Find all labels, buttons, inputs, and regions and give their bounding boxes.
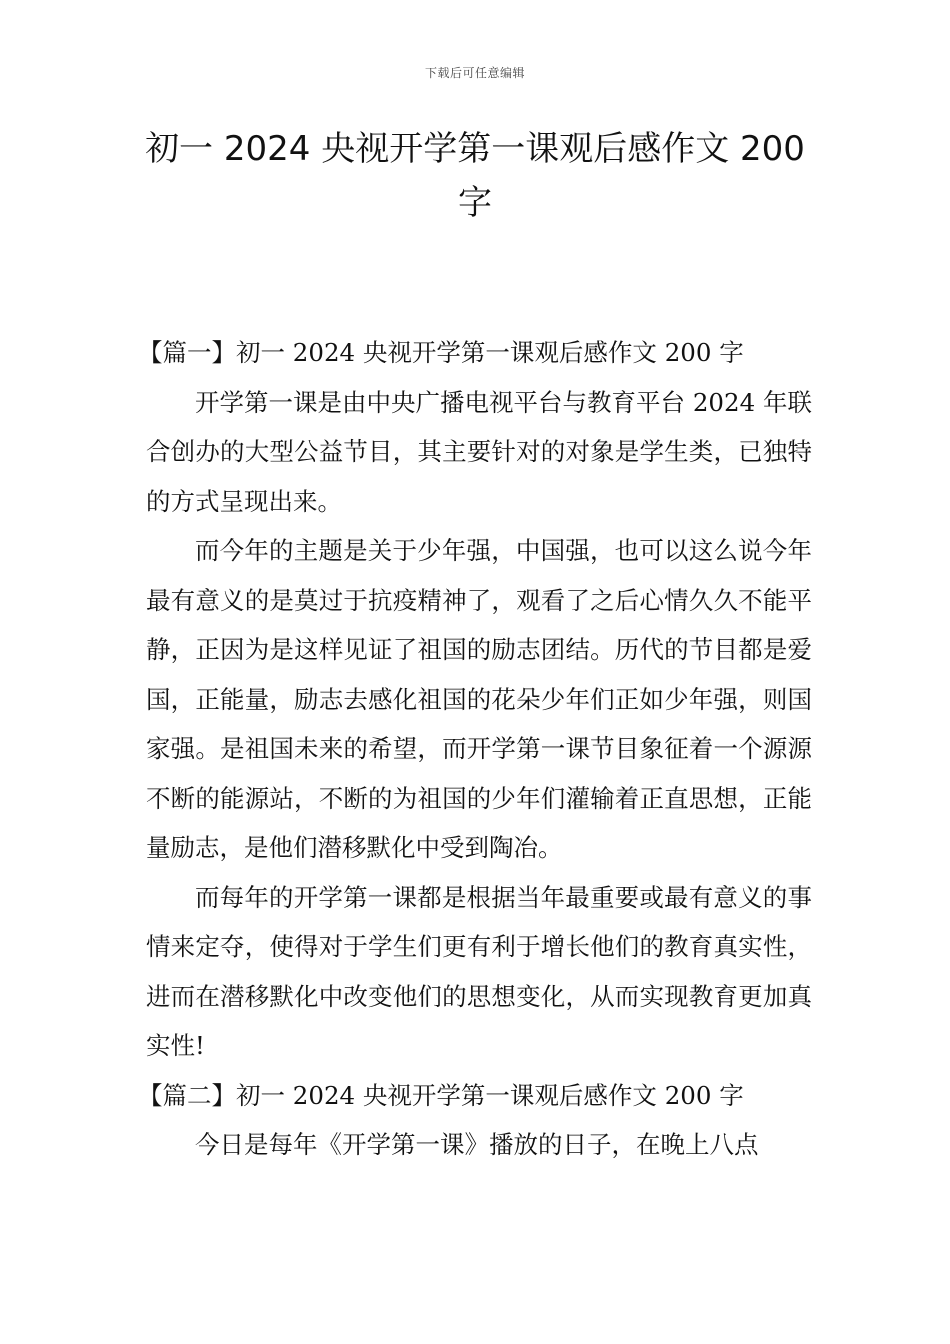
section-heading: 【篇一】初一 2024 央视开学第一课观后感作文 200 字	[138, 338, 744, 367]
document-title: 初一 2024 央视开学第一课观后感作文 200 字	[145, 129, 805, 223]
section-two	[138, 1071, 812, 1170]
section-heading: 【篇二】初一 2024 央视开学第一课观后感作文 200 字	[138, 1080, 744, 1110]
section-one	[138, 328, 812, 1071]
document-body	[138, 328, 812, 1170]
paragraph: 而今年的主题是关于少年强，中国强，也可以这么说今年最有意义的是莫过于抗疫精神了，观看了之后心情久久不能平静，正因为是这样见证了祖国的励志团结。历代的节目都是爱国，正能量，励志去感化祖国的花朵少年们正如少年强，则国家强。是祖国未来的希望，而开学第一课节目象征着一个源源不断的能源站，不断的为祖国的少年们灌输着正直思想，正能量励志，是他们潜移默化中受到陶冶。	[146, 536, 812, 862]
paragraph: 今日是每年《开学第一课》播放的日子，在晚上八点	[195, 1130, 759, 1159]
paragraph: 开学第一课是由中央广播电视平台与教育平台 2024 年联合创办的大型公益节目，其主要针对的对象是学生类，已独特的方式呈现出来。	[146, 387, 812, 516]
paragraph: 而每年的开学第一课都是根据当年最重要或最有意义的事情来定夺，使得对于学生们更有利于增长他们的教育真实性，进而在潜移默化中改变他们的思想变化，从而实现教育更加真实性!	[146, 882, 812, 1060]
header-note: 下载后可任意编辑	[424, 66, 525, 80]
